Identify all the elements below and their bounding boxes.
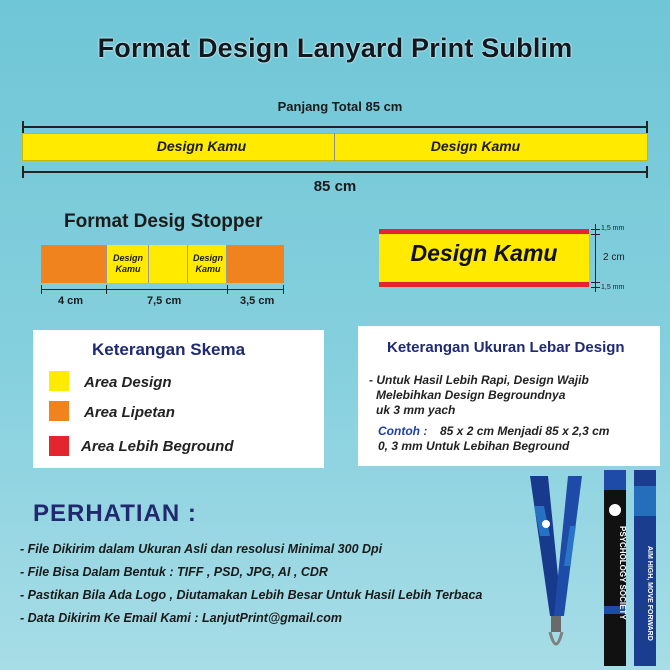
width-tick-4 xyxy=(591,287,600,288)
width-tick-1 xyxy=(591,229,600,230)
width-height-label: 2 cm xyxy=(603,252,625,263)
stopper-design-label-1-line1: Design xyxy=(112,253,143,263)
total-length-line xyxy=(22,126,648,128)
stopper-design-label-1-line2: Kamu xyxy=(115,264,141,274)
stopper-fold-left xyxy=(41,245,106,283)
stopper-dim-line-3 xyxy=(227,289,284,290)
width-top-margin: 1,5 mm xyxy=(601,225,625,232)
perhatian-item-2: - File Bisa Dalam Bentuk : TIFF , PSD, JPG, AI , CDR xyxy=(20,565,328,579)
sample-lanyard-slogan-text: AIM HIGH, MOVE FORWARD xyxy=(646,546,653,641)
stopper-dim-7-5cm: 7,5 cm xyxy=(147,295,182,307)
width-note-title: Keterangan Ukuran Lebar Design xyxy=(387,339,625,356)
width-note-example-line1: 85 x 2 cm Menjadi 85 x 2,3 cm xyxy=(440,424,610,438)
stopper-design-label-1 xyxy=(108,253,148,275)
legend-panel-title: Keterangan Skema xyxy=(92,340,246,359)
stopper-dim-3-5cm: 3,5 cm xyxy=(240,295,275,307)
width-note-line1: - Untuk Hasil Lebih Rapi, Design Wajib xyxy=(369,373,589,387)
perhatian-title: PERHATIAN : xyxy=(33,500,197,527)
stopper-divider-1 xyxy=(148,245,149,283)
perhatian-item-3: - Pastikan Bila Ada Logo , Diutamakan Lebih Besar Untuk Hasil Lebih Terbaca xyxy=(20,588,483,602)
width-note-line2: Melebihkan Design Begroundnya xyxy=(376,388,566,402)
stopper-tick-2 xyxy=(106,285,107,294)
stopper-design-label-2-line1: Design xyxy=(192,253,223,263)
swatch-fold xyxy=(49,401,69,421)
width-tick-2 xyxy=(591,234,600,235)
length-line xyxy=(22,171,648,173)
stopper-fold-right xyxy=(227,245,284,283)
swatch-design xyxy=(49,371,69,391)
total-length-label: Panjang Total 85 cm xyxy=(277,99,403,114)
legend-label-design: Area Design xyxy=(84,374,172,391)
strip-label-left: Design Kamu xyxy=(156,138,247,154)
legend-label-fold: Area Lipetan xyxy=(84,404,175,421)
perhatian-item-4: - Data Dikirim Ke Email Kami : LanjutPrint@gmail.com xyxy=(20,611,342,625)
stopper-tick-1 xyxy=(41,285,42,294)
page-title: Format Design Lanyard Print Sublim xyxy=(97,33,573,63)
stopper-dim-line-2 xyxy=(106,289,227,290)
stopper-title: Format Desig Stopper xyxy=(64,211,263,232)
stopper-tick-4 xyxy=(283,285,284,294)
perhatian-item-1: - File Dikirim dalam Ukuran Asli dan resolusi Minimal 300 Dpi xyxy=(20,542,383,556)
stopper-divider-2 xyxy=(187,245,188,283)
stopper-tick-3 xyxy=(227,285,228,294)
width-note-example-line2: 0, 3 mm Untuk Lebihan Beground xyxy=(378,439,570,453)
length-label: 85 cm xyxy=(313,178,357,195)
width-bottom-margin: 1,5 mm xyxy=(601,284,625,291)
width-note-line3: uk 3 mm yach xyxy=(376,403,456,417)
swatch-bleed xyxy=(49,436,69,456)
strip-label-right: Design Kamu xyxy=(430,138,521,154)
stopper-design-label-2-line2: Kamu xyxy=(195,264,221,274)
width-tick-3 xyxy=(591,282,600,283)
stopper-dim-line-1 xyxy=(41,289,106,290)
stopper-design-label-2 xyxy=(189,253,227,275)
legend-label-bleed: Area Lebih Beground xyxy=(81,438,234,455)
stopper-dim-4cm: 4 cm xyxy=(58,295,84,307)
width-note-example-label: Contoh : xyxy=(378,424,428,438)
width-diagram-label: Design Kamu xyxy=(410,240,558,266)
sample-lanyard-image xyxy=(520,466,670,670)
sample-lanyard-org-text: PSYCHOLOGY SOCIETY xyxy=(618,526,627,620)
